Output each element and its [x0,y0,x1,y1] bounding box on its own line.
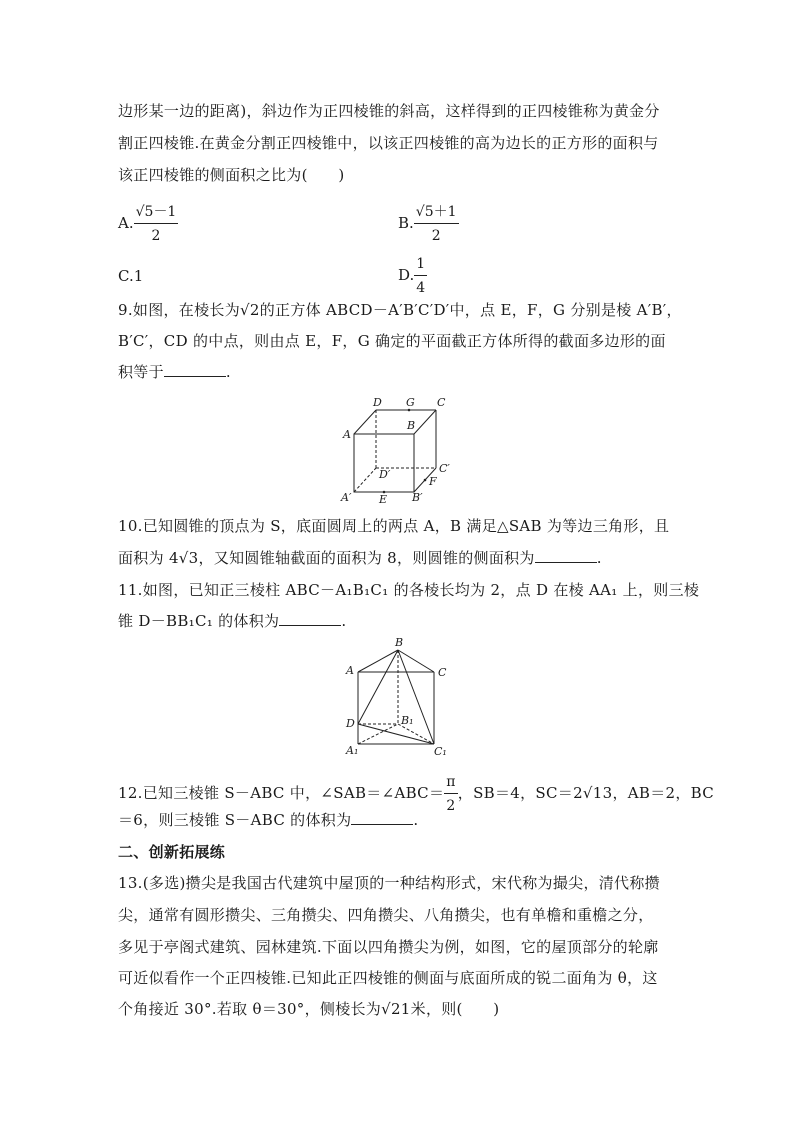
cube-label-e: E [379,493,388,506]
option-b-fraction [414,202,459,246]
fraction-numerator: π [444,772,458,794]
section-heading: 二、创新拓展练 [118,843,226,861]
q8-option-b [398,202,459,246]
q9-line-3-text: 积等于 [118,363,164,381]
cube-label-c-prime: C′ [439,462,450,475]
fraction-denominator: 2 [446,798,456,814]
q12-line-1-rest: ，SB＝4，SC＝2√13，AB＝2，BC [457,784,715,802]
q8-line-2: 割正四棱锥.在黄金分割正四棱锥中，以该正四棱锥的高为边长的正方形的面积与 [118,134,659,152]
prism-label-b1: B₁ [401,714,414,727]
q9-line-3 [118,362,231,382]
q10-line-2-text: 面积为 4√3，又知圆锥轴截面的面积为 8，则圆锥的侧面积为 [118,549,535,567]
option-b-label: B. [398,214,414,232]
q9-line-2: B′C′，CD 的中点，则由点 E，F，G 确定的平面截正方体所得的截面多边形的面 [118,332,666,350]
q8-line-3: 该正四棱锥的侧面积之比为( ) [118,166,345,184]
prism-label-a: A [346,664,354,677]
prism-label-d: D [346,717,355,730]
q10-line-2-end: . [596,549,602,567]
q12-line-2-end: . [413,811,419,829]
cube-edge-bc [414,410,436,434]
q8-option-a [118,202,178,246]
prism-label-a1: A₁ [346,744,359,757]
q13-line-4: 可近似看作一个正四棱锥.已知此正四棱锥的侧面与底面所成的锐二面角为 θ，这 [118,969,658,987]
cube-label-a-prime: A′ [341,491,352,504]
q13-line-5: 个角接近 30°.若取 θ＝30°，侧棱长为√21米，则( ) [118,1000,500,1018]
point-g [408,409,411,412]
answer-blank [535,548,597,563]
prism-label-b: B [395,636,404,649]
cube-label-b: B [407,419,416,432]
q12-line-1-text: 12.已知三棱锥 S－ABC 中，∠SAB＝∠ABC＝ [118,784,445,802]
option-b-numerator: √5＋1 [414,202,459,224]
cube-label-d: D [373,396,382,409]
option-d-fraction [414,254,427,298]
prism-edge-a1b1 [358,724,398,744]
q12-line-2 [118,810,418,830]
q8-option-c: C.1 [118,267,144,285]
q8-line-1: 边形某一边的距离)，斜边作为正四棱锥的斜高，这样得到的正四棱锥称为黄金分 [118,102,660,120]
pi-over-2-fraction [444,772,458,816]
q13-line-1: 13.(多选)攒尖是我国古代建筑中屋顶的一种结构形式，宋代称为撮尖，清代称攒 [118,874,660,892]
cube-hidden-edge-ad [354,468,376,492]
option-d-denominator: 4 [416,280,426,296]
cube-front-face [354,434,414,492]
cube-label-b-prime: B′ [412,491,423,504]
option-a-fraction [134,202,179,246]
option-b-denominator: 2 [431,228,441,244]
option-a-numerator: √5－1 [134,202,179,224]
cube-label-g: G [406,396,415,409]
q11-line-2-text: 锥 D－BB₁C₁ 的体积为 [118,612,280,630]
q8-option-d [398,254,427,298]
answer-blank [351,810,413,825]
q9-line-3-end: . [225,363,231,381]
prism-edge-b1c1 [398,724,434,744]
cube-edge-ad [354,410,376,434]
q13-line-3: 多见于亭阁式建筑、园林建筑.下面以四角攒尖为例，如图，它的屋顶部分的轮廓 [118,938,659,956]
cube-figure [336,392,460,506]
cube-label-d-prime: D′ [379,468,391,481]
option-a-denominator: 2 [151,228,161,244]
answer-blank [279,611,341,626]
q10-line-2 [118,548,602,568]
option-a-label: A. [118,214,134,232]
q10-line-1: 10.已知圆锥的顶点为 S，底面圆周上的两点 A，B 满足△SAB 为等边三角形，且 [118,517,670,535]
q11-line-1: 11.如图，已知正三棱柱 ABC－A₁B₁C₁ 的各棱长均为 2，点 D 在棱 AA₁ 上，则三棱 [118,581,700,599]
tetra-edge-dc1 [358,724,434,744]
cube-label-c: C [437,396,446,409]
q13-line-2: 尖，通常有圆形攒尖、三角攒尖、四角攒尖、八角攒尖，也有单檐和重檐之分， [118,906,654,924]
q11-line-2 [118,611,346,631]
prism-figure [340,636,452,760]
option-d-numerator: 1 [414,254,427,276]
answer-blank [164,362,226,377]
cube-label-f: F [429,475,437,488]
q11-line-2-end: . [341,612,347,630]
point-f [424,479,427,482]
cube-label-a: A [343,428,351,441]
option-d-label: D. [398,266,415,284]
prism-label-c1: C₁ [434,745,447,758]
prism-edge-bc [398,650,434,672]
q9-line-1: 9.如图，在棱长为√2的正方体 ABCD－A′B′C′D′中，点 E，F，G 分别是棱 A′B′， [118,301,682,319]
q12-line-2-text: ＝6，则三棱锥 S－ABC 的体积为 [118,811,352,829]
tetra-edge-bc1 [398,650,434,744]
prism-label-c: C [438,666,447,679]
